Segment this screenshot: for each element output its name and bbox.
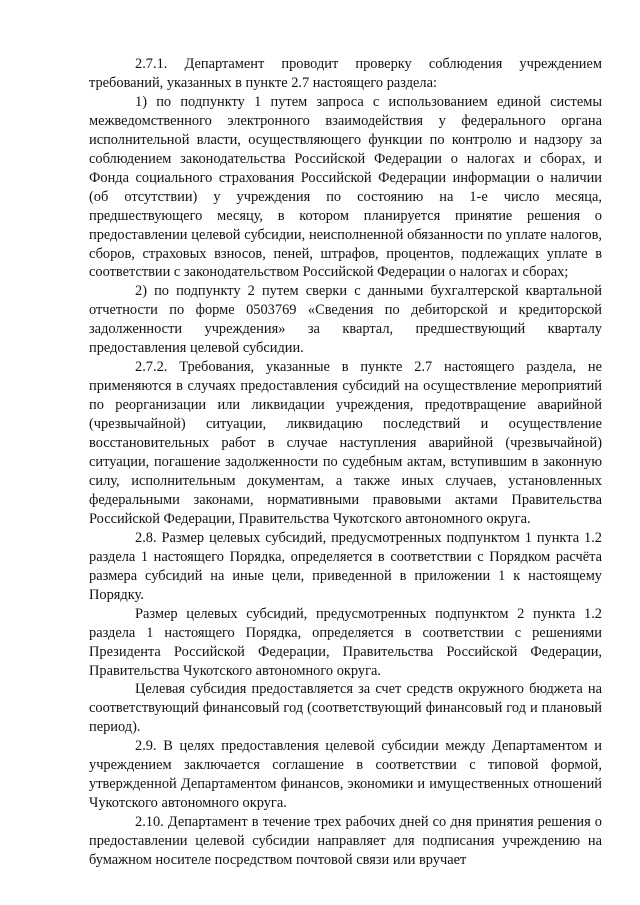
paragraph-2-9: 2.9. В целях предоставления целевой субсидии между Департаментом и учреждением заключается соглашение в соответствии с типовой формой, утвержденной Департаментом финансов, экономики и имущественных отношений Чукотского автономного округа.: [89, 738, 602, 812]
paragraph-2-8-budget-source: Целевая субсидия предоставляется за счет средств окружного бюджета на соответствующий финансовый год (соответствующий финансовый год и плановый период).: [89, 681, 602, 736]
document-body: [89, 55, 602, 870]
paragraph-2-7-1: 2.7.1. Департамент проводит проверку соблюдения учреждением требований, указанных в пункте 2.7 настоящего раздела:: [89, 56, 602, 91]
paragraph-2-8: 2.8. Размер целевых субсидий, предусмотренных подпунктом 1 пункта 1.2 раздела 1 настоящего Порядка, определяется в соответствии с Порядком расчёта размера субсидий на иные цели, приведенной в приложении 1 к настоящему Порядку.: [89, 529, 602, 603]
paragraph-2-7-1-item-2: 2) по подпункту 2 путем сверки с данными бухгалтерской квартальной отчетности по форме 0503769 «Сведения по дебиторской и кредиторской задолженности учреждения» за квартал, предшествующий кварталу предоставления целевой субсидии.: [89, 283, 602, 357]
paragraph-2-8-subsidy-size: Размер целевых субсидий, предусмотренных подпунктом 2 пункта 1.2 раздела 1 настоящего Порядка, определяется в соответствии с решениями Президента Российской Федерации, Правительства Российской Федерации, Правительства Чукотского автономного округа.: [89, 605, 602, 679]
paragraph-2-10: 2.10. Департамент в течение трех рабочих дней со дня принятия решения о предоставлении целевой субсидии направляет для подписания учреждению на бумажном носителе посредством почтовой связи или вручает: [89, 814, 602, 869]
paragraph-2-7-1-item-1: 1) по подпункту 1 путем запроса с использованием единой системы межведомственного электронного взаимодействия у федерального органа исполнительной власти, осуществляющего функции по контролю и надзору за соблюдением законодательства Российской Федерации о налогах и сборах, и Фонда социального страхования Российской Федерации информации о наличии (об отсутствии) у учреждения по состоянию на 1-е число месяца, предшествующего месяцу, в котором планируется принятие решения о предоставлении целевой субсидии, неисполненной обязанности по уплате налогов, сборов, страховых взносов, пеней, штрафов, процентов, подлежащих уплате в соответствии с законодательством Российской Федерации о налогах и сборах;: [89, 93, 602, 281]
paragraph-2-7-2: 2.7.2. Требования, указанные в пункте 2.7 настоящего раздела, не применяются в случаях предоставления субсидий на осуществление мероприятий по реорганизации или ликвидации учреждения, предотвращение аварийной (чрезвычайной) ситуации, ликвидацию последствий и осуществление восстановительных работ в случае наступления аварийной (чрезвычайной) ситуации, погашение задолженности по судебным актам, вступившим в законную силу, исполнительным документам, а также иных случаев, установленных федеральными законами, нормативными правовыми актами Правительства Российской Федерации, Правительства Чукотского автономного округа.: [89, 359, 602, 527]
